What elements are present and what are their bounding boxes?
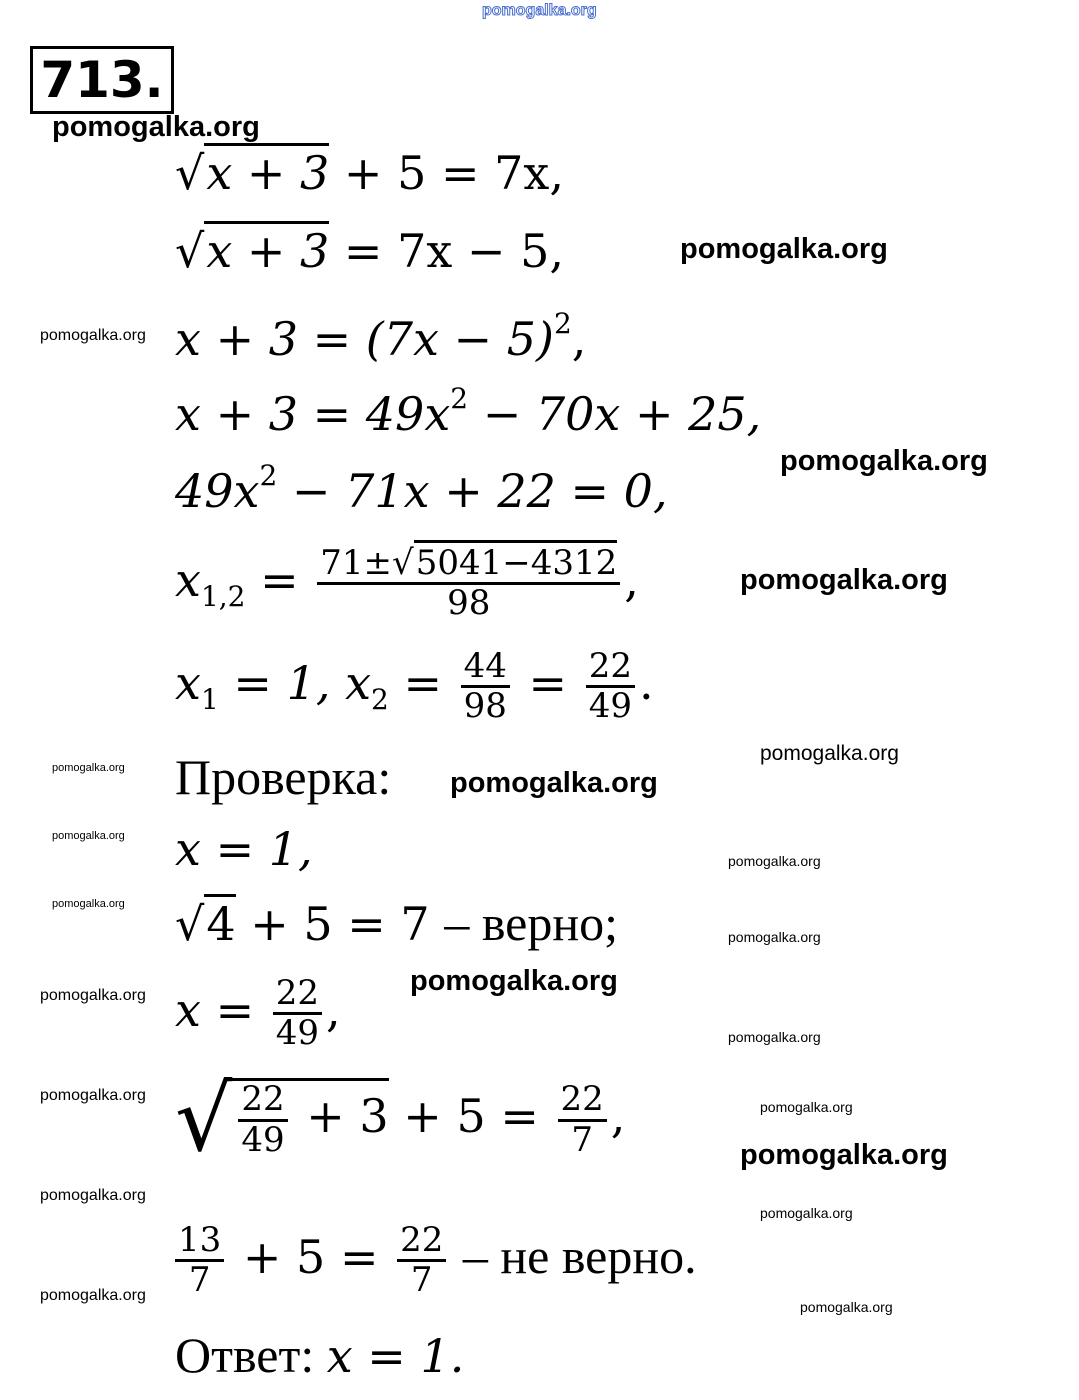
problem-number: 713. (30, 46, 174, 114)
quadratic-fraction: $\frac{71\pm√5041-4312}{98}$ (317, 545, 620, 623)
denominator: 49 (275, 1013, 319, 1054)
watermark: pomogalka.org (52, 830, 125, 842)
numerator: 13 (175, 1222, 224, 1262)
watermark: pomogalka.org (40, 1087, 146, 1104)
denominator: 98 (463, 686, 507, 727)
exponent: 2 (259, 459, 278, 492)
watermark: pomogalka.org (728, 929, 821, 945)
exponent: 2 (450, 382, 469, 415)
equation-text: x = (175, 982, 269, 1037)
equation-text: x = 1, (175, 822, 313, 876)
exponent: 2 (553, 307, 572, 340)
numerator: 22 (586, 648, 635, 688)
numerator: 22 (238, 1081, 287, 1121)
answer-line (175, 1327, 465, 1383)
watermark: pomogalka.org (40, 987, 146, 1004)
equals: = (388, 655, 457, 710)
radicand: x + 3 (206, 224, 330, 278)
watermark: pomogalka.org (482, 2, 597, 19)
answer-value: x = 1. (326, 1329, 465, 1383)
punct: , (326, 982, 341, 1037)
equation-text: x + 3 = 49x (175, 387, 451, 441)
equation-line-6 (175, 545, 639, 623)
equation-text: = 1, x (218, 655, 372, 710)
watermark: pomogalka.org (52, 898, 125, 910)
fraction (238, 1081, 287, 1159)
equation-line-11: √ $\frac{22}{49}$ + 3 + 5 = $\frac{22}{7}$ , (175, 1067, 626, 1172)
fraction (558, 1081, 607, 1159)
verdict-text: – не верно. (450, 1227, 697, 1284)
denominator: 7 (188, 1260, 211, 1301)
verdict-text: – верно; (444, 895, 618, 951)
watermark: pomogalka.org (52, 111, 260, 143)
watermark: pomogalka.org (40, 1187, 146, 1204)
equation-line-3 (175, 307, 587, 366)
equation-line-5 (175, 459, 668, 518)
equation-text: x + 3 = (7x − 5) (175, 312, 554, 366)
fraction (175, 1222, 224, 1300)
fraction (397, 1222, 446, 1300)
equation-text: 49x (175, 464, 260, 518)
watermark: pomogalka.org (800, 1299, 893, 1315)
denominator: 49 (588, 686, 632, 727)
variable: x (175, 552, 201, 607)
equals: = (513, 655, 582, 710)
equation-rest: + 5 = 7x, (329, 146, 564, 200)
watermark: pomogalka.org (760, 742, 899, 765)
numerator: 22 (558, 1081, 607, 1121)
equals: = (245, 552, 314, 607)
watermark: pomogalka.org (740, 564, 948, 596)
fraction (273, 975, 322, 1053)
numerator: 22 (397, 1222, 446, 1262)
denominator: 7 (571, 1119, 593, 1160)
equation-line-8 (175, 822, 313, 876)
watermark: pomogalka.org (680, 233, 888, 265)
numerator: 44 (461, 648, 510, 688)
equation-text: − 71x + 22 = 0, (277, 464, 668, 518)
equation-line-2: √x + 3 = 7x − 5, (175, 228, 564, 274)
equation-line-4 (175, 382, 762, 441)
denominator: 98 (447, 583, 491, 624)
equation-rest: + 5 = (228, 1229, 394, 1284)
check-heading: Проверка: (175, 749, 392, 805)
variable: x (175, 655, 201, 710)
watermark: pomogalka.org (52, 762, 125, 774)
equation-text: − 70x + 25, (468, 387, 762, 441)
radicand: x + 3 (206, 146, 330, 200)
numerator-text: 71± (320, 543, 393, 583)
equation-rest: + 5 = (388, 1089, 554, 1143)
watermark: pomogalka.org (40, 327, 146, 344)
answer-label: Ответ: (175, 1327, 327, 1383)
fraction (586, 648, 635, 726)
equation-line-7 (175, 648, 654, 726)
radicand: 5041−4312 (414, 540, 618, 583)
watermark: pomogalka.org (760, 1205, 853, 1221)
equation-line-1: √x + 3 + 5 = 7x, (175, 150, 564, 196)
denominator: 49 (241, 1119, 285, 1160)
watermark: pomogalka.org (780, 445, 988, 477)
subscript: 1 (200, 682, 219, 716)
watermark: pomogalka.org (410, 965, 618, 997)
punct: . (638, 655, 654, 710)
equation-line-10 (175, 975, 341, 1053)
punct: , (571, 312, 587, 366)
equation-line-9: √4 + 5 = 7 – верно; (175, 895, 618, 951)
watermark: pomogalka.org (728, 853, 821, 869)
watermark: pomogalka.org (40, 1287, 146, 1304)
equation-line-12 (175, 1222, 697, 1300)
radicand: + 3 (291, 1089, 389, 1143)
watermark: pomogalka.org (728, 1029, 821, 1045)
equation-rest: + 5 = 7 (235, 897, 445, 951)
denominator: 7 (410, 1260, 433, 1301)
equation-rest: = 7x − 5, (329, 224, 564, 278)
subscript: 1,2 (200, 579, 246, 613)
watermark: pomogalka.org (740, 1139, 948, 1171)
subscript: 2 (371, 682, 389, 716)
watermark: pomogalka.org (760, 1099, 853, 1115)
fraction (461, 648, 510, 726)
watermark: pomogalka.org (450, 767, 658, 799)
punct: , (610, 1089, 626, 1143)
punct: , (624, 552, 639, 607)
radicand: 4 (204, 894, 235, 951)
numerator: 22 (273, 975, 322, 1015)
